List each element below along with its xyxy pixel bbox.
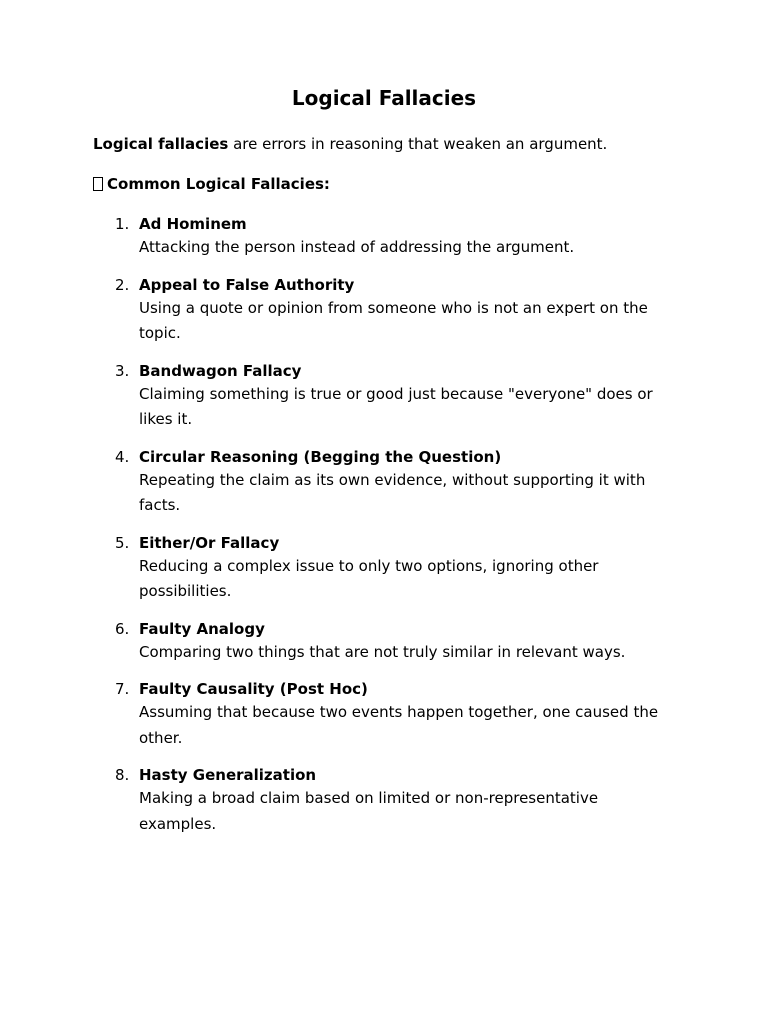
intro-lead: Logical fallacies <box>93 135 229 153</box>
fallacy-description: Reducing a complex issue to only two options, ignoring other possibilities. <box>139 556 599 600</box>
fallacy-item <box>93 214 693 261</box>
section-heading-text: Common Logical Fallacies: <box>107 175 330 193</box>
fallacy-description: Attacking the person instead of addressing the argument. <box>139 238 575 256</box>
fallacy-list <box>93 214 693 851</box>
fallacy-description: Comparing two things that are not truly similar in relevant ways. <box>139 642 626 661</box>
fallacy-number: 2. <box>115 275 130 294</box>
fallacy-item <box>93 533 693 605</box>
fallacy-name: Faulty Causality (Post Hoc) <box>139 680 368 698</box>
fallacy-name: Faulty Analogy <box>139 619 265 638</box>
fallacy-description: Using a quote or opinion from someone who is not an expert on the topic. <box>139 298 648 342</box>
fallacy-number: 3. <box>115 361 130 380</box>
fallacy-description: Repeating the claim as its own evidence, without supporting it with facts. <box>139 470 646 514</box>
fallacy-number: 1. <box>115 215 130 233</box>
fallacy-number: 8. <box>115 766 130 784</box>
fallacy-description: Assuming that because two events happen together, one caused the other. <box>139 703 659 747</box>
fallacy-number: 6. <box>115 619 130 638</box>
fallacy-item <box>93 447 693 519</box>
intro-rest: are errors in reasoning that weaken an argument. <box>228 135 608 153</box>
fallacy-name: Appeal to False Authority <box>139 275 355 294</box>
fallacy-number: 4. <box>115 447 130 466</box>
fallacy-item <box>93 765 693 837</box>
fallacy-name: Either/Or Fallacy <box>139 533 280 552</box>
fallacy-item <box>93 679 693 751</box>
fallacy-item <box>93 361 693 433</box>
intro-paragraph <box>93 134 607 154</box>
fallacy-name: Circular Reasoning (Begging the Question) <box>139 447 502 466</box>
fallacy-name: Ad Hominem <box>139 215 247 233</box>
fallacy-item <box>93 275 693 347</box>
section-heading <box>93 174 330 194</box>
fallacy-description: Claiming something is true or good just because "everyone" does or likes it. <box>139 384 653 428</box>
fallacy-number: 5. <box>115 533 130 552</box>
fallacy-name: Hasty Generalization <box>139 766 317 784</box>
fallacy-item <box>93 619 693 666</box>
missing-glyph-icon <box>93 177 103 191</box>
page-title: Logical Fallacies <box>291 86 477 110</box>
fallacy-name: Bandwagon Fallacy <box>139 361 302 380</box>
fallacy-number: 7. <box>115 680 130 698</box>
fallacy-description: Making a broad claim based on limited or non-representative examples. <box>139 789 599 833</box>
